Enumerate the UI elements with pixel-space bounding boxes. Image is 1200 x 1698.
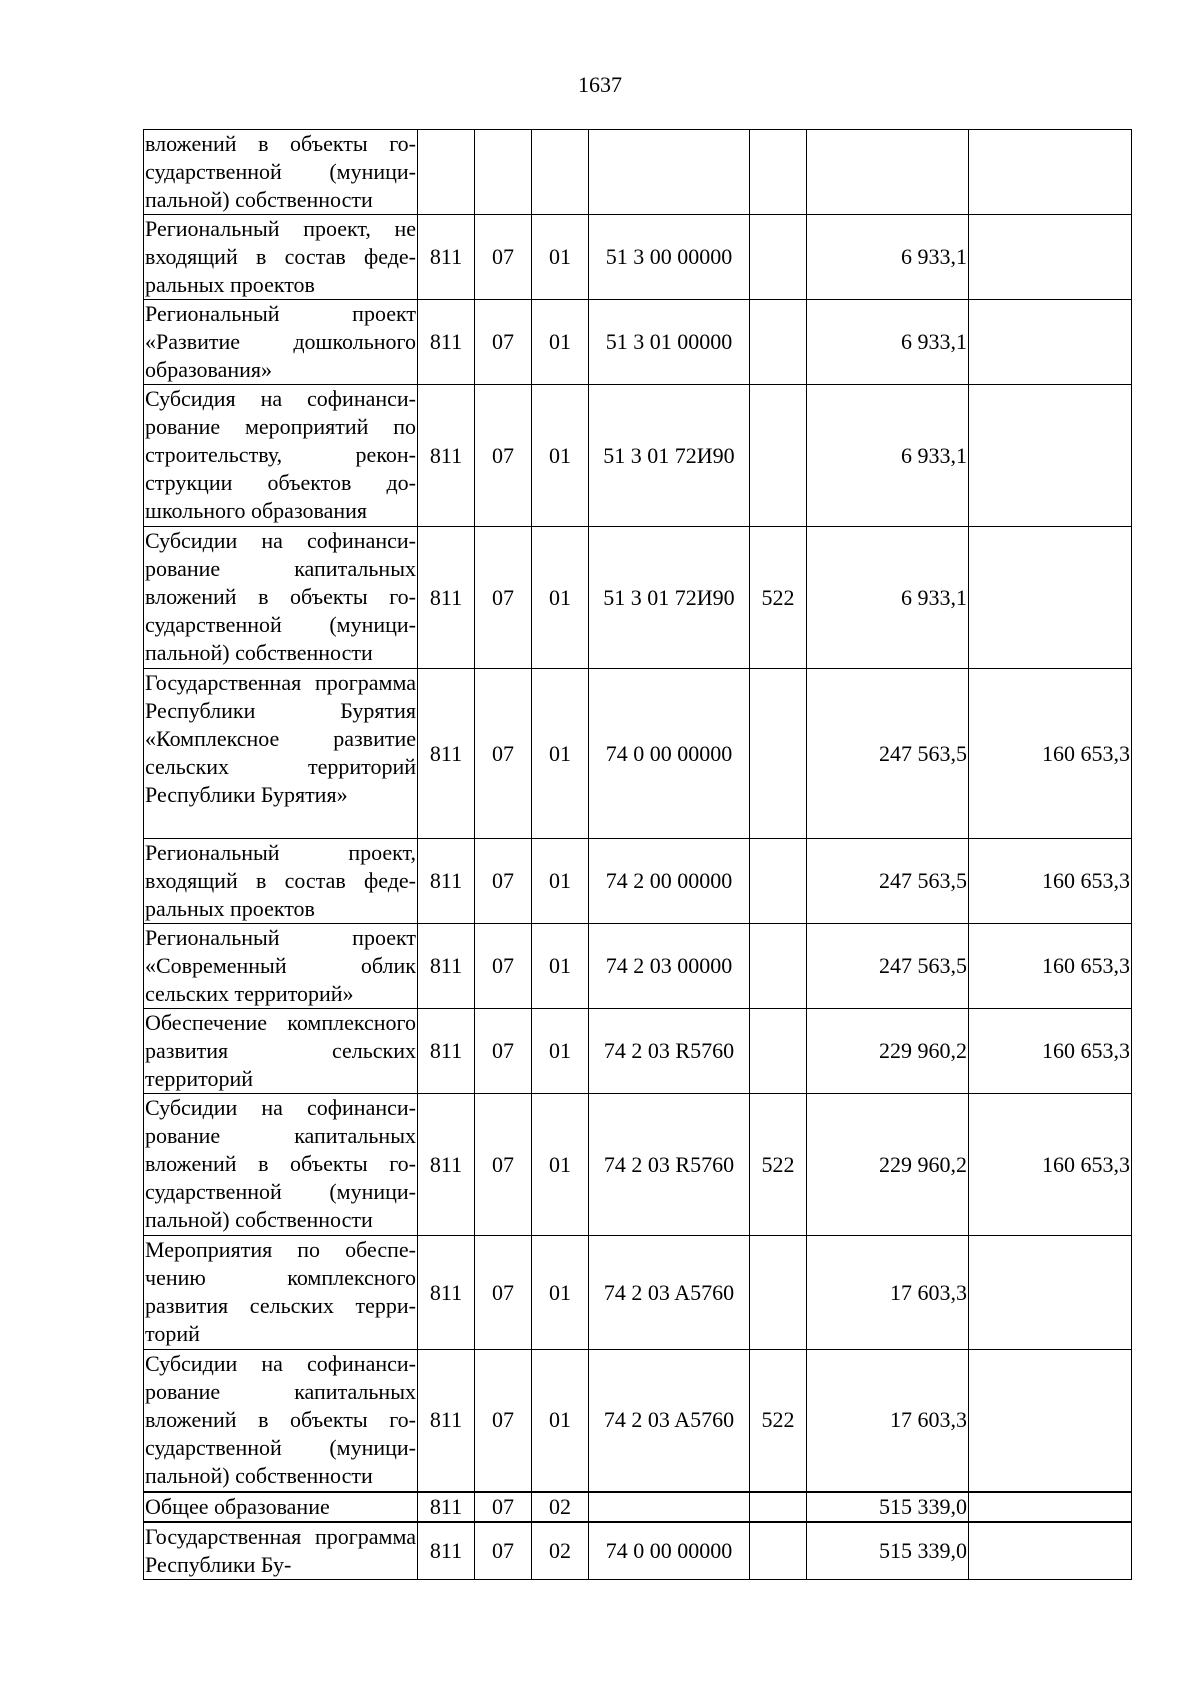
- amount-federal: [969, 1522, 1132, 1580]
- section-code: 07: [475, 1094, 532, 1236]
- target-article-code: 74 2 03 R5760: [589, 1094, 750, 1236]
- target-article-code: 74 2 03 A5760: [589, 1236, 750, 1350]
- dept-code: 811: [418, 1094, 475, 1236]
- amount-total: 6 933,1: [807, 215, 969, 300]
- row-description: Региональный проект «Современный облик сельских территорий»: [144, 924, 418, 1009]
- amount-federal: 160 653,3: [969, 924, 1132, 1009]
- section-code: 07: [475, 1236, 532, 1350]
- table-row: [144, 924, 1132, 1009]
- amount-federal: 160 653,3: [969, 669, 1132, 839]
- section-code: 07: [475, 385, 532, 527]
- table-row: [144, 385, 1132, 527]
- expense-type-code: [750, 385, 807, 527]
- amount-total: 247 563,5: [807, 924, 969, 1009]
- target-article-code: 74 2 03 A5760: [589, 1350, 750, 1492]
- expense-type-code: [750, 215, 807, 300]
- amount-federal: 160 653,3: [969, 1094, 1132, 1236]
- dept-code: 811: [418, 1522, 475, 1580]
- section-code: 07: [475, 1522, 532, 1580]
- target-article-code: 74 2 00 00000: [589, 839, 750, 924]
- dept-code: 811: [418, 1009, 475, 1094]
- expense-type-code: [750, 1492, 807, 1522]
- amount-total: 247 563,5: [807, 839, 969, 924]
- amount-total: 6 933,1: [807, 300, 969, 385]
- amount-total: 515 339,0: [807, 1492, 969, 1522]
- expense-type-code: [750, 669, 807, 839]
- dept-code: [418, 130, 475, 215]
- table-row: [144, 1350, 1132, 1492]
- subsection-code: 01: [532, 669, 589, 839]
- target-article-code: 74 0 00 00000: [589, 669, 750, 839]
- row-description: Мероприятия по обеспечению комплексного развития сельских территорий: [144, 1236, 418, 1350]
- table-row: [144, 839, 1132, 924]
- amount-total: 6 933,1: [807, 385, 969, 527]
- section-code: 07: [475, 1009, 532, 1094]
- page-number: 1637: [578, 72, 622, 97]
- section-code: [475, 130, 532, 215]
- row-description: Региональный проект, входящий в состав федеральных проектов: [144, 839, 418, 924]
- dept-code: 811: [418, 215, 475, 300]
- expense-type-code: [750, 300, 807, 385]
- subsection-code: 01: [532, 385, 589, 527]
- amount-total: 17 603,3: [807, 1350, 969, 1492]
- expense-type-code: 522: [750, 1094, 807, 1236]
- target-article-code: 74 2 03 R5760: [589, 1009, 750, 1094]
- amount-total: 229 960,2: [807, 1094, 969, 1236]
- subsection-code: 01: [532, 1009, 589, 1094]
- amount-total: 229 960,2: [807, 1009, 969, 1094]
- section-code: 07: [475, 669, 532, 839]
- amount-total: 515 339,0: [807, 1522, 969, 1580]
- expense-type-code: 522: [750, 527, 807, 669]
- dept-code: 811: [418, 300, 475, 385]
- expense-type-code: [750, 1522, 807, 1580]
- subsection-code: 01: [532, 924, 589, 1009]
- row-description: Субсидии на софинансирование капитальных вложений в объекты государственной (муниципальной) собственности: [144, 1094, 418, 1236]
- amount-federal: 160 653,3: [969, 839, 1132, 924]
- budget-table: [143, 129, 1132, 1580]
- section-code: 07: [475, 1492, 532, 1522]
- table-row: [144, 1236, 1132, 1350]
- target-article-code: 51 3 00 00000: [589, 215, 750, 300]
- amount-total: 6 933,1: [807, 527, 969, 669]
- dept-code: 811: [418, 669, 475, 839]
- section-code: 07: [475, 839, 532, 924]
- subsection-code: 01: [532, 300, 589, 385]
- row-description: Государственная программа Республики Бу-: [144, 1522, 418, 1580]
- target-article-code: [589, 1492, 750, 1522]
- amount-federal: [969, 385, 1132, 527]
- section-code: 07: [475, 1350, 532, 1492]
- dept-code: 811: [418, 1350, 475, 1492]
- amount-federal: [969, 1350, 1132, 1492]
- expense-type-code: [750, 130, 807, 215]
- amount-federal: [969, 527, 1132, 669]
- amount-federal: [969, 215, 1132, 300]
- target-article-code: 51 3 01 72И90: [589, 527, 750, 669]
- expense-type-code: [750, 1009, 807, 1094]
- row-description: вложений в объекты государственной (муниципальной) собственности: [144, 130, 418, 215]
- section-code: 07: [475, 527, 532, 669]
- table-row: [144, 215, 1132, 300]
- table-row: [144, 1009, 1132, 1094]
- expense-type-code: [750, 1236, 807, 1350]
- dept-code: 811: [418, 1236, 475, 1350]
- section-code: 07: [475, 924, 532, 1009]
- table-row: [144, 1094, 1132, 1236]
- row-description: Субсидии на софинансирование капитальных вложений в объекты государственной (муниципальной) собственности: [144, 527, 418, 669]
- dept-code: 811: [418, 839, 475, 924]
- section-code: 07: [475, 300, 532, 385]
- subsection-code: 02: [532, 1522, 589, 1580]
- subsection-code: 01: [532, 527, 589, 669]
- target-article-code: 74 2 03 00000: [589, 924, 750, 1009]
- expense-type-code: 522: [750, 1350, 807, 1492]
- amount-federal: [969, 130, 1132, 215]
- expense-type-code: [750, 924, 807, 1009]
- table-row: [144, 300, 1132, 385]
- amount-total: [807, 130, 969, 215]
- row-description: Региональный проект «Развитие дошкольного образования»: [144, 300, 418, 385]
- amount-federal: [969, 300, 1132, 385]
- subsection-code: 01: [532, 1350, 589, 1492]
- row-description: Субсидия на софинансирование мероприятий по строительству, реконструкции объектов дошкольного образования: [144, 385, 418, 527]
- subsection-code: [532, 130, 589, 215]
- table-row: [144, 527, 1132, 669]
- target-article-code: [589, 130, 750, 215]
- row-description: Обеспечение комплексного развития сельских территорий: [144, 1009, 418, 1094]
- row-description: Общее образование: [144, 1492, 418, 1522]
- dept-code: 811: [418, 385, 475, 527]
- table-row: [144, 1522, 1132, 1580]
- row-description: Региональный проект, не входящий в состав федеральных проектов: [144, 215, 418, 300]
- amount-federal: [969, 1236, 1132, 1350]
- target-article-code: 51 3 01 72И90: [589, 385, 750, 527]
- row-description: Государственная программа Республики Бурятия «Комплексное развитие сельских территорий Республики Бурятия»: [144, 669, 418, 839]
- expense-type-code: [750, 839, 807, 924]
- row-description: Субсидии на софинансирование капитальных вложений в объекты государственной (муниципальной) собственности: [144, 1350, 418, 1492]
- table-row: [144, 1492, 1132, 1522]
- table-row: [144, 669, 1132, 839]
- dept-code: 811: [418, 1492, 475, 1522]
- subsection-code: 01: [532, 839, 589, 924]
- target-article-code: 51 3 01 00000: [589, 300, 750, 385]
- table-row: [144, 130, 1132, 215]
- amount-federal: [969, 1492, 1132, 1522]
- subsection-code: 01: [532, 1094, 589, 1236]
- target-article-code: 74 0 00 00000: [589, 1522, 750, 1580]
- dept-code: 811: [418, 924, 475, 1009]
- subsection-code: 02: [532, 1492, 589, 1522]
- amount-total: 247 563,5: [807, 669, 969, 839]
- subsection-code: 01: [532, 1236, 589, 1350]
- dept-code: 811: [418, 527, 475, 669]
- amount-federal: 160 653,3: [969, 1009, 1132, 1094]
- amount-total: 17 603,3: [807, 1236, 969, 1350]
- subsection-code: 01: [532, 215, 589, 300]
- section-code: 07: [475, 215, 532, 300]
